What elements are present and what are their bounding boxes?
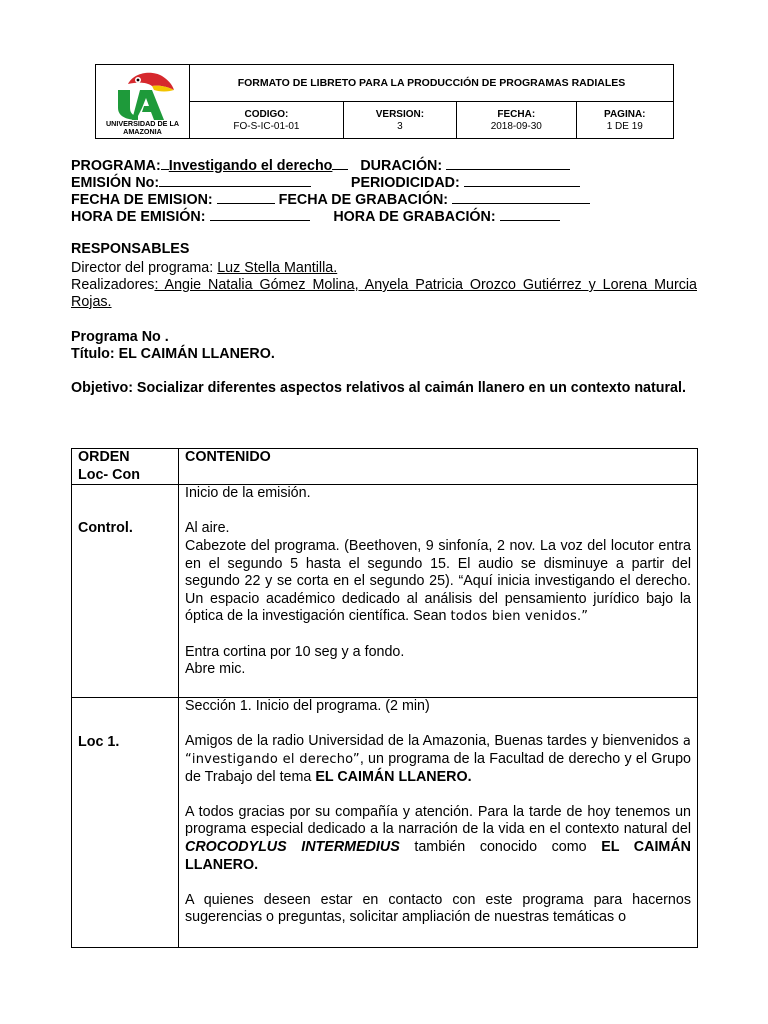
hora-grabacion-label: HORA DE GRABACIÓN: xyxy=(333,209,496,225)
director-line xyxy=(71,260,670,277)
row2-order-cell xyxy=(72,698,179,948)
responsables-heading: RESPONSABLES xyxy=(71,241,190,257)
row1-p3-end: todos bien venidos.” xyxy=(450,609,589,625)
row2-p2-d: EL CAIMÁN LLANERO. xyxy=(315,768,472,785)
fecha-emision-field xyxy=(217,189,275,204)
row1-order: Control. xyxy=(78,519,133,536)
orden-header-line2: Loc- Con xyxy=(78,466,140,483)
emision-label: EMISIÓN No: xyxy=(71,175,160,191)
fecha-emision-label: FECHA DE EMISION: xyxy=(71,192,213,208)
row1-p3-text: Cabezote del programa. (Beethoven, 9 sinfonía, 2 nov. La voz del locutor entra en el segundo 5 hasta el segundo 15. El audio se disminuye a partir del segundo 22 y se corta en el segundo 25). “Aquí inicia investigando el derecho. Un espacio académico dedicado al análisis del pensamiento jurídico bajo la óptica de la investigación científica. Sean xyxy=(185,537,691,625)
fecha-cell xyxy=(456,102,576,139)
contenido-header: CONTENIDO xyxy=(179,449,698,485)
codigo-cell xyxy=(190,102,344,139)
document-header xyxy=(95,64,674,139)
codigo-label: CODIGO: xyxy=(244,108,289,120)
row1-p2: Al aire. xyxy=(185,520,230,537)
emision-field xyxy=(159,172,311,187)
version-value: 3 xyxy=(397,120,403,132)
fecha-grabacion-label: FECHA DE GRABACIÓN: xyxy=(278,192,449,208)
realizadores-label: Realizadores xyxy=(71,277,155,293)
row1-p4: Entra cortina por 10 seg y a fondo. xyxy=(185,643,405,660)
codigo-value: FO-S-IC-01-01 xyxy=(233,120,300,132)
fecha-label: FECHA: xyxy=(497,108,536,120)
row1-p5: Abre mic. xyxy=(185,661,246,678)
row2-p3-d: EL CAIMÁN LLANERO. xyxy=(185,838,691,873)
hora-emision-label: HORA DE EMISIÓN: xyxy=(71,209,206,225)
director-value: Luz Stella Mantilla. xyxy=(217,260,338,276)
row2-p1: Sección 1. Inicio del programa. (2 min) xyxy=(185,698,430,715)
table-row xyxy=(72,485,698,698)
programa-label: PROGRAMA: xyxy=(71,158,161,174)
hora-grabacion-field xyxy=(500,206,560,221)
row1-p3 xyxy=(185,538,691,626)
university-logo xyxy=(96,65,189,138)
version-cell xyxy=(343,102,456,139)
duracion-field xyxy=(446,155,570,170)
fecha-grabacion-field xyxy=(452,189,590,204)
logo-text: UNIVERSIDAD DE LA AMAZONIA xyxy=(105,119,180,136)
row2-p3-b: CROCODYLUS INTERMEDIUS xyxy=(185,838,400,855)
programa-titulo: Título: EL CAIMÁN LLANERO. xyxy=(71,346,275,362)
table-header-row xyxy=(72,449,698,485)
logo-cell xyxy=(96,65,190,139)
row2-p4: A quienes deseen estar en contacto con este programa para hacernos sugerencias o preguntas, solicitar ampliación de nuestras temáticas o xyxy=(185,891,691,926)
row2-p2-a: Amigos de la radio Universidad de la Amazonia, Buenas tardes y bienvenidos xyxy=(185,733,683,750)
orden-header xyxy=(72,449,179,485)
pagina-cell xyxy=(576,102,673,139)
fecha-value: 2018-09-30 xyxy=(490,120,542,132)
hora-line xyxy=(71,206,560,226)
periodicidad-label: PERIODICIDAD: xyxy=(350,175,460,191)
row2-p3-c: también conocido como xyxy=(399,838,602,855)
content-table xyxy=(71,448,698,948)
programa-numero: Programa No . xyxy=(71,329,169,345)
programa-value: Investigando el derecho xyxy=(168,158,333,174)
pagina-value: 1 DE 19 xyxy=(606,120,643,132)
row2-p2 xyxy=(185,733,691,786)
document-title: FORMATO DE LIBRETO PARA LA PRODUCCIÓN DE PROGRAMAS RADIALES xyxy=(190,65,674,102)
hora-emision-field xyxy=(210,206,310,221)
row1-p1: Inicio de la emisión. xyxy=(185,485,311,502)
director-label: Director del programa: xyxy=(71,260,214,276)
row2-p3 xyxy=(185,804,691,874)
realizadores-line xyxy=(71,277,697,311)
programa-objetivo: Objetivo: Socializar diferentes aspectos relativos al caimán llanero en un contexto natural. xyxy=(71,380,686,396)
row2-content-cell xyxy=(179,698,698,948)
row2-p3-a: A todos gracias por su compañía y atención. Para la tarde de hoy tenemos un programa especial dedicado a la narración de la vida en el contexto natural del xyxy=(185,803,691,838)
row2-order: Loc 1. xyxy=(78,733,120,750)
realizadores-value: : Angie Natalia Gómez Molina, Anyela Patricia Orozco Gutiérrez y Lorena Murcia Rojas. xyxy=(71,277,697,310)
orden-header-line1: ORDEN xyxy=(78,449,130,465)
periodicidad-field xyxy=(464,172,580,187)
toucan-logo-icon xyxy=(108,68,176,120)
row2-p2-c: , un programa de la Facultad de derecho y el Grupo de Trabajo del tema xyxy=(185,750,691,785)
row1-order-cell xyxy=(72,485,179,698)
row1-content-cell xyxy=(179,485,698,698)
row2-p2-b: a “investigando el derecho” xyxy=(185,734,691,767)
table-row xyxy=(72,698,698,948)
duracion-label: DURACIÓN: xyxy=(360,158,443,174)
pagina-label: PAGINA: xyxy=(604,108,646,120)
version-label: VERSION: xyxy=(375,108,425,120)
